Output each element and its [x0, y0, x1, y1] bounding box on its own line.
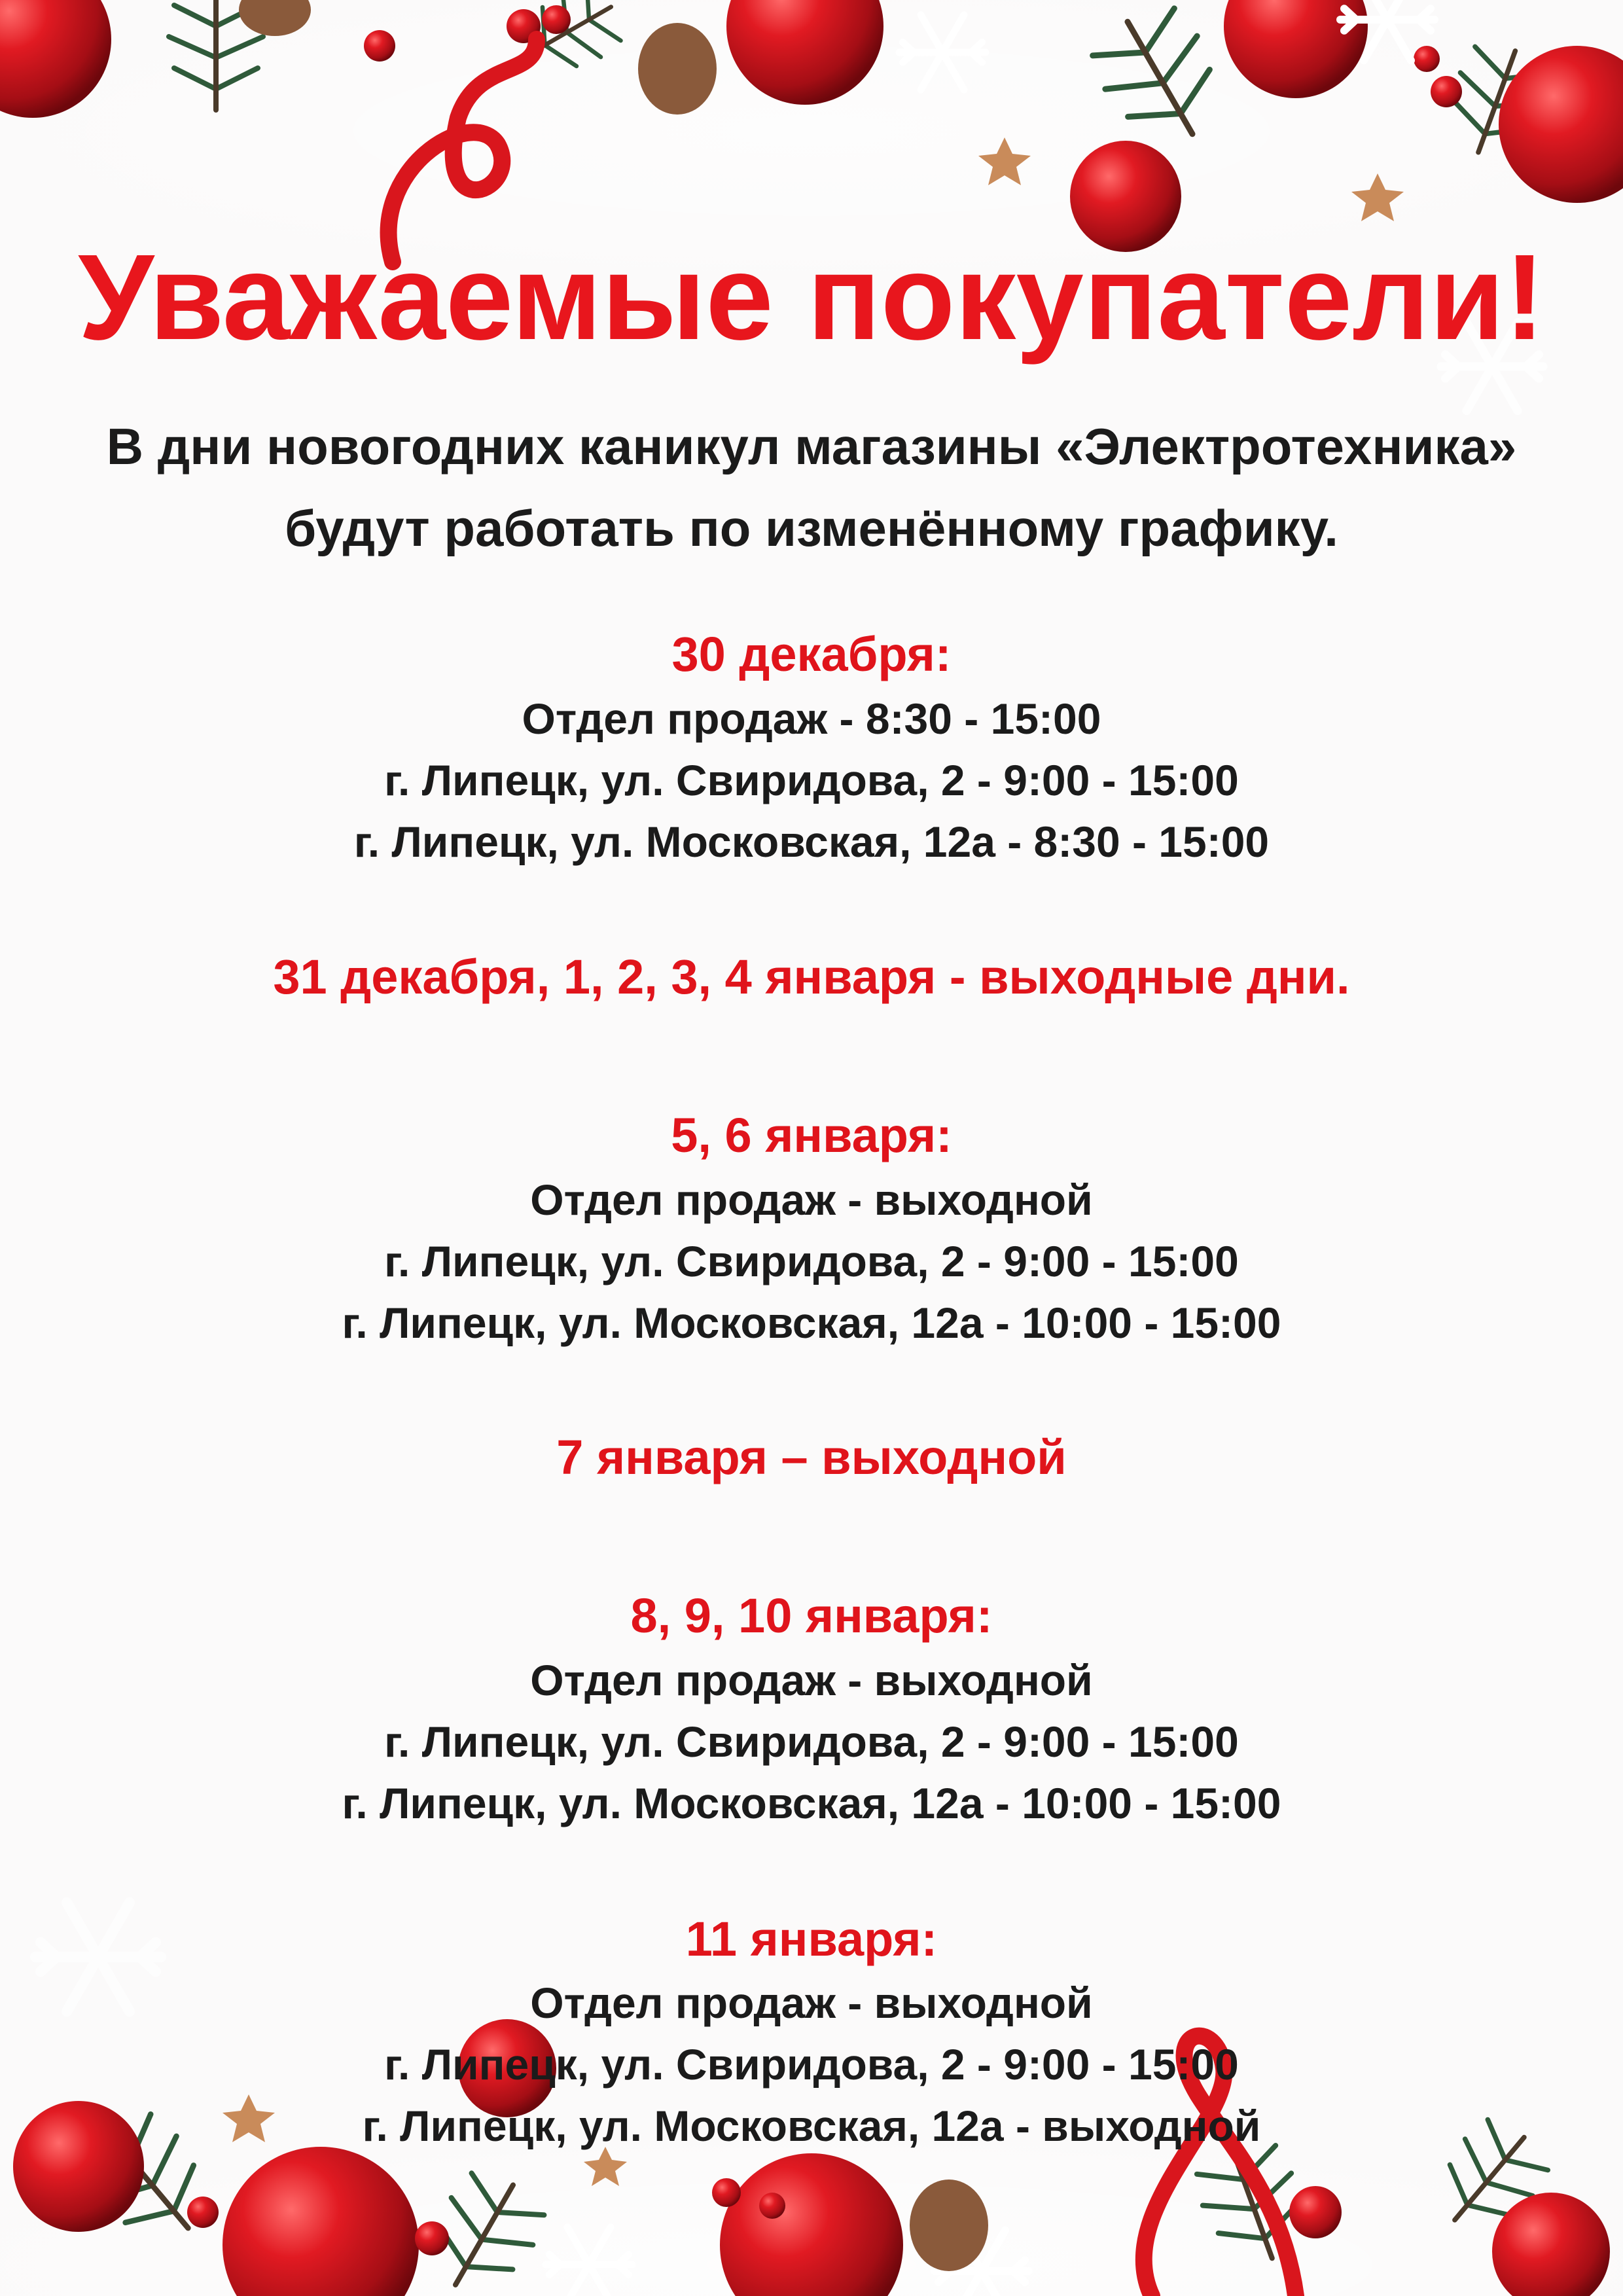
schedule-line: Отдел продаж - выходной	[530, 1656, 1093, 1704]
schedule-line: г. Липецк, ул. Свиридова, 2 - 9:00 - 15:00	[384, 1237, 1239, 1285]
schedule-line: Отдел продаж - 8:30 - 15:00	[522, 694, 1101, 743]
intro-line-2: будут работать по изменённому графику.	[285, 499, 1338, 557]
schedule-line: г. Липецк, ул. Московская, 12а - 10:00 - 15:00	[342, 1299, 1281, 1347]
date-heading-jan11: 11 января:	[685, 1912, 938, 1966]
schedule-line: Отдел продаж - выходной	[530, 1175, 1093, 1224]
schedule-line: г. Липецк, ул. Московская, 12а - 10:00 - 15:00	[342, 1779, 1281, 1827]
date-heading-jan5-6: 5, 6 января:	[671, 1108, 952, 1162]
date-heading-dec31-jan4: 31 декабря, 1, 2, 3, 4 января - выходные дни.	[273, 950, 1350, 1004]
schedule-line: г. Липецк, ул. Московская, 12а - 8:30 - 15:00	[353, 817, 1270, 866]
schedule-line: г. Липецк, ул. Свиридова, 2 - 9:00 - 15:00	[384, 2040, 1239, 2089]
date-heading-jan8-10: 8, 9, 10 января:	[630, 1588, 993, 1643]
page-title: Уважаемые покупатели!	[78, 230, 1545, 365]
schedule-line: г. Липецк, ул. Свиридова, 2 - 9:00 - 15:00	[384, 756, 1239, 804]
date-heading-jan7: 7 января – выходной	[556, 1430, 1067, 1484]
schedule-line: Отдел продаж - выходной	[530, 1979, 1093, 2027]
date-heading-dec30: 30 декабря:	[671, 627, 952, 681]
intro-line-1: В дни новогодних каникул магазины «Электротехника»	[106, 418, 1517, 475]
schedule-line: г. Липецк, ул. Московская, 12а - выходной	[362, 2102, 1261, 2150]
schedule-line: г. Липецк, ул. Свиридова, 2 - 9:00 - 15:00	[384, 1717, 1239, 1766]
